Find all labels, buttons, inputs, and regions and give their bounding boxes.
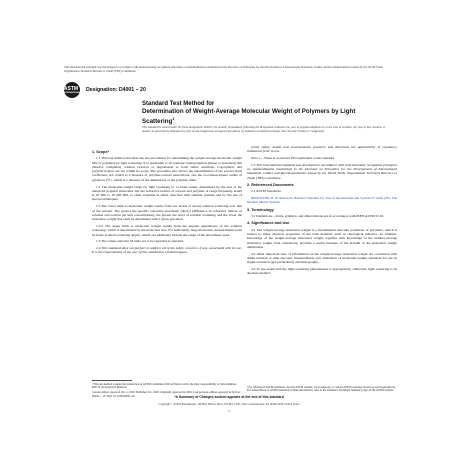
footnote: ² For referenced ASTM standards, visit the ASTM website, www.astm.org, or contact ASTM Customer Service at service@astm.org. For Annual Book of ASTM Standards volume information, refer to the standard's Document Summary page on the ASTM website. <box>247 385 396 393</box>
footnote: Current edition approved Oct. 1, 2020. Published Oct. 2020. Originally approved in 1981. Last previous edition approved in 2013 as D4001 – 13. DOI: 10.1520/D4001-20. <box>92 391 241 398</box>
paragraph: priate safety, health and environmental practices and determine the applicability of regulatory limitations prior to use. <box>247 145 397 154</box>
section-heading-scope: 1. Scope* <box>92 150 110 154</box>
footnote-divider <box>92 380 132 381</box>
note: Note 1—There is no known ISO equivalent to this standard. <box>251 156 336 161</box>
issued-note: This standard is issued under the fixed designation D4001; the number immediately following the designation indicates the year of original adoption or, in the case of revision, the year of last revision. A number in parentheses indicates the year of last reapproval. A superscript epsilon (ε) indicates an editorial change since the last revision or reapproval. <box>142 125 385 133</box>
paragraph: 1.3 The lower limit to molecular weight results from low levels of excess solution scattering over that of the solvent. The greater the specific refractive increment (dn/dc) (difference in refractive indices of solution and solvent per unit concentration), the greater the level of solution scattering and the lower the molecular weight that shall be determined with a given precision. <box>92 204 242 222</box>
section-heading-terminology: 3. Terminology <box>247 207 274 212</box>
paragraph: 4.3 To the extent that the light-scattering phenomenon is appropriately calibrated, light scattering is an absolute method <box>247 267 397 276</box>
footnote: ¹ This test method is under the jurisdiction of ASTM Committee D20 on Plastics and is the direct responsibility of Subcommittee D20.70 on Analytical Methods. <box>92 383 237 390</box>
paragraph: 1.3 The values stated in SI units are to be regarded as standard. <box>96 239 185 244</box>
paragraph: 1.4 This standard does not purport to address all of the safety concerns, if any, associated with its use. It is the responsibility of the user of this standard to establish appro- <box>92 246 242 255</box>
paragraph: 1.3.2 The upper limit to molecular weight results from the angular dependence of the solution scattering, which is determined by the molecular size. For sufficiently large molecules, measurements need be made at small scattering angles, which can ultimately include the range of the photometer used. <box>92 223 242 237</box>
top-notice: This international standard was developed in accordance with internationally recognized principles on standardization established in the Decision on Principles for the Development of International Standards, Guides and Recommendations issued by the World Trade Organization Technical Barriers to Trade (TBT) Committee. <box>64 65 383 73</box>
document-title: Determination of Weight-Average Molecular Weight of Polymers by Light Scattering$^1$ <box>142 108 356 126</box>
title-block <box>142 101 372 125</box>
astm-logo-icon: ASTM INTERNATIONAL <box>64 82 80 98</box>
footnotes-right <box>247 383 397 395</box>
left-column <box>92 147 242 257</box>
right-column <box>247 145 397 278</box>
summary-of-changes-note: *A Summary of Changes section appears at the end of this standard <box>174 395 284 399</box>
paragraph: 4.1 The weight-average molecular weight is a fundamental structure parameter of polymers, which is related to many physical properties of the bulk material, such as rheological behavior. In addition, knowledge of the weight-average molecular weight, together with knowledge of the number-average molecular weight from osmometry, provides a useful measure of the breadth of the molecular weight distribution. <box>247 227 397 249</box>
paragraph: 1.2 The molecular-weight range for light scattering is, to some extent, determined by the size of the dissolved polymer molecules and the refractive indices of solvent and polymer. A range frequently stated is 10 000 to 10 000 000, is often extended in either direction with suitable systems and by the use of special techniques. <box>92 184 242 202</box>
paragraph: 1.5 This international standard was developed in accordance with internationally recognized principles on standardization established in the Decision on Principles for the Development of International Standards, Guides and Recommendations issued by the World Trade Organization Technical Barriers to Trade (TBT) Committee. <box>247 162 397 180</box>
designation: Designation: D4001 − 20 <box>86 87 146 93</box>
paragraph: 1.1 This test method describes the test procedures for determining the weight-average molecular weight Mw of polymers by light scattering. It is applicable to all nonionic homopolymers (linear or branched) that dissolve completely without reaction or degradation to form stable solutions. Copolymers and polyelectrolytes are not within its scope. The procedure also allows the determination of the second virial coefficient, A2, which is a measure of polymer-solvent interactions, and the root-mean-square radius of gyration (s²)½, which is a measure of the dimensions of the polymer chain. <box>92 156 242 182</box>
reference-link[interactable]: IEEE/ASTM SI 10 American National Standard for Use of the International System of Units (SI): The Modern Metric System <box>247 196 397 205</box>
header <box>64 82 146 98</box>
paragraph: 4.2 Other important uses of information on the weight-average molecular weight are correlation with dilute-solution or melt-viscosity measurements and calibration of molecular-weight standards for use in liquid-exclusion (gel-permeation) chromatography. <box>247 251 397 265</box>
paragraph: 2.1 ASTM Standards: <box>251 189 282 194</box>
section-heading-referenced-documents: 2. Referenced Documents <box>247 183 294 188</box>
copyright: Copyright © ASTM International, 100 Barr Harbor Drive, PO Box C700, West Conshohocken, PA 19428-2959. United States <box>158 403 300 406</box>
section-heading-significance: 4. Significance and Use <box>247 221 290 226</box>
paragraph: 3.1 Definitions—Units, symbols, and abbreviations are in accordance with IEEE/ASTM SI 10. <box>251 214 384 219</box>
standard-label: Standard Test Method for <box>142 101 215 107</box>
page-number: 1 <box>228 409 230 413</box>
